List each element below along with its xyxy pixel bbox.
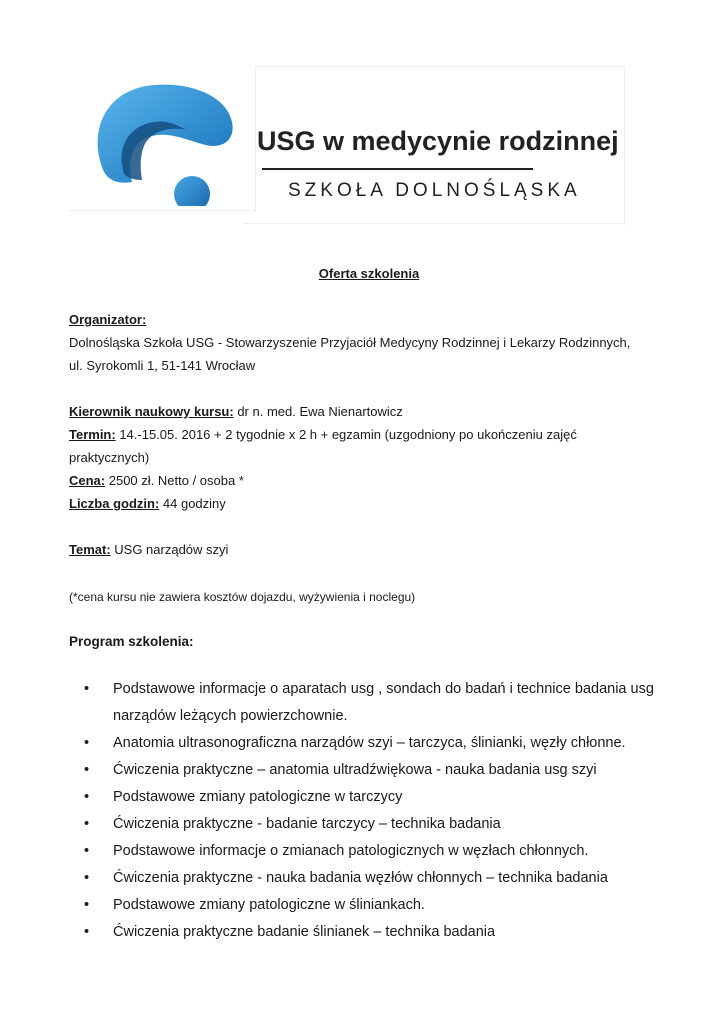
logo: [68, 66, 624, 226]
logo-subtitle: SZKOŁA DOLNOŚLĄSKA: [288, 180, 581, 201]
director-value: dr n. med. Ewa Nienartowicz: [233, 404, 403, 419]
bullet-icon: •: [84, 789, 90, 805]
price-label: Cena:: [69, 473, 106, 488]
price-value: 2500 zł. Netto / osoba *: [105, 473, 244, 488]
topic-label: Temat:: [69, 542, 111, 557]
program-item: [84, 892, 654, 919]
bullet-icon: •: [84, 843, 90, 859]
bullet-icon: •: [84, 762, 90, 778]
program-item-text: Ćwiczenia praktyczne badanie ślinianek – technika badania: [113, 924, 496, 940]
program-item-text: Podstawowe zmiany patologiczne w tarczycy: [113, 789, 403, 805]
bullet-icon: •: [84, 735, 90, 751]
organizer-line2: ul. Syrokomli 1, 51-141 Wrocław: [69, 358, 256, 373]
program-item-text: Podstawowe informacje o aparatach usg , sondach do badań i technice badania usg narządów leżących powierzchownie.: [113, 681, 654, 724]
organizer-line1: Dolnośląska Szkoła USG - Stowarzyszenie Przyjaciół Medycyny Rodzinnej i Lekarzy Rodzinnych,: [69, 335, 631, 350]
price-row: [69, 469, 669, 492]
program-list: [84, 676, 654, 946]
hours-label: Liczba godzin:: [69, 496, 160, 511]
bullet-icon: •: [84, 924, 90, 940]
program-item-text: Anatomia ultrasonograficzna narządów szyi – tarczyca, ślinianki, węzły chłonne.: [113, 735, 626, 751]
price-note: (*cena kursu nie zawiera kosztów dojazdu, wyżywienia i noclegu): [69, 590, 416, 604]
term-label: Termin:: [69, 427, 116, 442]
program-item: [84, 838, 654, 865]
topic-value: USG narządów szyi: [110, 542, 229, 557]
document-body: [69, 262, 669, 653]
logo-title: USG w medycynie rodzinnej: [257, 126, 619, 156]
term-row-cont: praktycznych): [69, 450, 150, 465]
program-item-text: Ćwiczenia praktyczne – anatomia ultradźwiękowa - nauka badania usg szyi: [113, 762, 597, 778]
bullet-icon: •: [84, 681, 90, 697]
program-item-text: Ćwiczenia praktyczne - nauka badania węzłów chłonnych – technika badania: [113, 870, 608, 886]
program-item: [84, 919, 654, 946]
logo-frame-bottom: [68, 210, 255, 211]
bullet-icon: •: [84, 897, 90, 913]
program-item: [84, 676, 654, 730]
bullet-icon: •: [84, 816, 90, 832]
director-row: [69, 400, 669, 423]
term-value: 14.-15.05. 2016 + 2 tygodnie x 2 h + egzamin (uzgodniony po ukończeniu zajęć: [115, 427, 577, 442]
hours-value: 44 godziny: [159, 496, 226, 511]
program-item: [84, 730, 654, 757]
program-item-text: Podstawowe informacje o zmianach patologicznych w węzłach chłonnych.: [113, 843, 589, 859]
document-title: Oferta szkolenia: [318, 266, 420, 281]
program-item: [84, 811, 654, 838]
program-item: [84, 784, 654, 811]
program-item-text: Ćwiczenia praktyczne - badanie tarczycy – technika badania: [113, 816, 501, 832]
program-heading: Program szkolenia:: [69, 634, 194, 649]
topic-row: [69, 538, 669, 561]
logo-frame-bottom-right: [243, 223, 624, 224]
program-item: [84, 865, 654, 892]
organizer-label: Organizator:: [69, 312, 147, 327]
director-label: Kierownik naukowy kursu:: [69, 404, 234, 419]
program-item-text: Podstawowe zmiany patologiczne w śliniankach.: [113, 897, 425, 913]
hours-row: [69, 492, 669, 515]
logo-mark-icon: [94, 84, 236, 206]
bullet-icon: •: [84, 870, 90, 886]
program-item: [84, 757, 654, 784]
logo-divider: [262, 168, 533, 170]
term-row: [69, 423, 669, 446]
